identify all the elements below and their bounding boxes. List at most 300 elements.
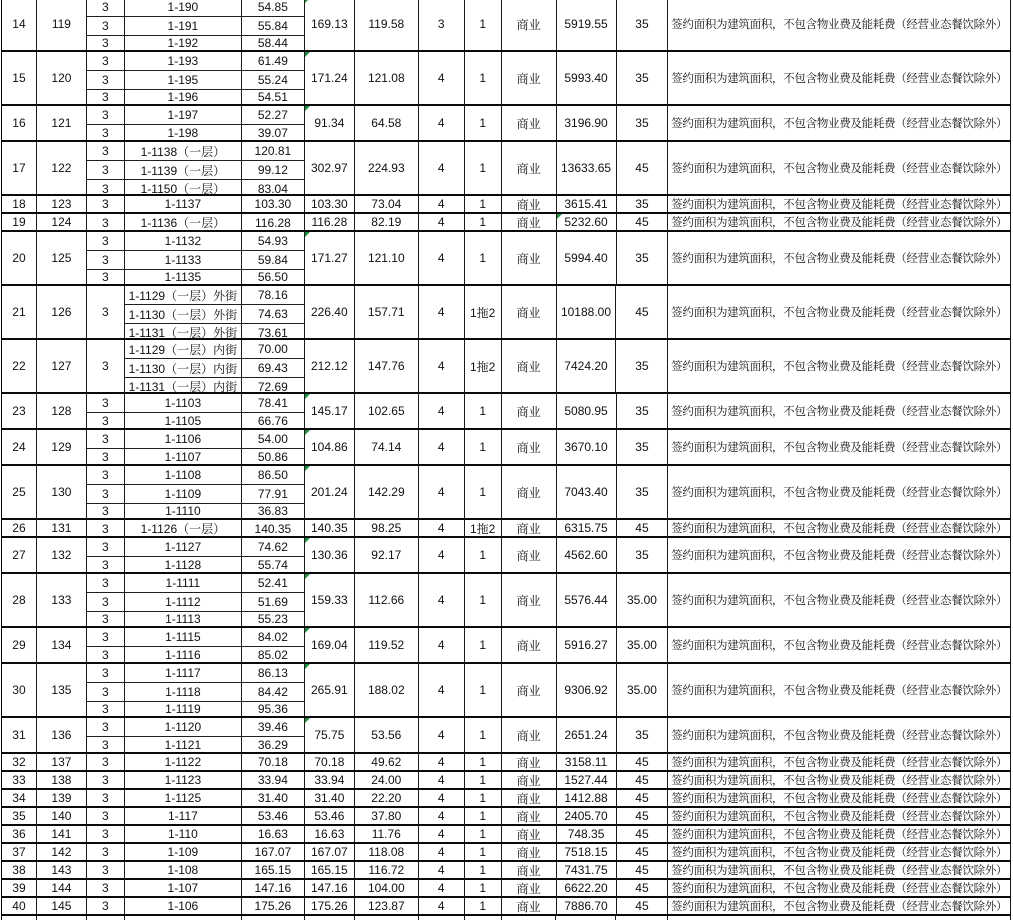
cell-floors[interactable] bbox=[419, 574, 465, 626]
cell-contract-area[interactable] bbox=[305, 106, 355, 140]
cell-price[interactable] bbox=[557, 430, 617, 464]
cell-floors[interactable] bbox=[419, 808, 465, 824]
cell-room-area[interactable] bbox=[242, 161, 305, 179]
cell-price[interactable] bbox=[557, 466, 617, 518]
cell-seq[interactable] bbox=[2, 430, 37, 464]
cell-seq[interactable] bbox=[2, 52, 37, 104]
cell-inner-area[interactable] bbox=[355, 0, 419, 50]
cell-inner-area[interactable] bbox=[355, 826, 419, 842]
cell-inner-area[interactable] bbox=[355, 520, 419, 536]
cell-building[interactable] bbox=[87, 718, 125, 736]
cell-building[interactable] bbox=[87, 520, 125, 537]
cell-price[interactable] bbox=[557, 664, 617, 716]
cell-building[interactable] bbox=[87, 880, 125, 896]
cell-building[interactable] bbox=[87, 844, 125, 860]
cell-price[interactable] bbox=[557, 0, 617, 50]
cell-price[interactable] bbox=[557, 52, 617, 104]
empty-cell[interactable] bbox=[668, 916, 1011, 920]
cell-use-type[interactable] bbox=[502, 52, 557, 104]
cell-use-type[interactable] bbox=[502, 0, 557, 50]
cell-unit-no[interactable] bbox=[37, 880, 87, 896]
cell-use-type[interactable] bbox=[502, 574, 557, 626]
cell-floors[interactable] bbox=[419, 826, 465, 842]
cell-use-type[interactable] bbox=[502, 880, 557, 896]
cell-use-type[interactable] bbox=[502, 808, 557, 824]
cell-layout[interactable] bbox=[465, 826, 502, 842]
cell-note[interactable] bbox=[668, 196, 1011, 212]
cell-room-area[interactable] bbox=[242, 449, 305, 464]
cell-layout[interactable] bbox=[465, 520, 502, 536]
cell-contract-area[interactable] bbox=[305, 538, 355, 572]
cell-building[interactable] bbox=[87, 466, 125, 484]
cell-room-area[interactable] bbox=[242, 647, 305, 662]
cell-room[interactable] bbox=[125, 898, 242, 914]
cell-layout[interactable] bbox=[465, 0, 502, 50]
cell-fee[interactable] bbox=[617, 880, 669, 896]
cell-layout[interactable] bbox=[465, 52, 502, 104]
cell-building[interactable] bbox=[87, 161, 125, 179]
cell-room[interactable] bbox=[125, 628, 242, 646]
cell-unit-no[interactable] bbox=[37, 232, 87, 284]
cell-fee[interactable] bbox=[616, 340, 668, 392]
cell-room[interactable] bbox=[125, 808, 242, 824]
cell-note[interactable] bbox=[668, 844, 1011, 860]
cell-building[interactable] bbox=[87, 449, 125, 464]
cell-room[interactable] bbox=[125, 106, 242, 124]
cell-note[interactable] bbox=[668, 772, 1011, 788]
cell-room-area[interactable] bbox=[242, 683, 305, 701]
cell-room[interactable] bbox=[125, 557, 242, 572]
cell-contract-area[interactable] bbox=[305, 844, 355, 860]
cell-room-area[interactable] bbox=[242, 593, 305, 611]
cell-building[interactable] bbox=[87, 898, 125, 914]
cell-contract-area[interactable] bbox=[305, 0, 355, 50]
cell-layout[interactable] bbox=[465, 574, 502, 626]
cell-layout[interactable] bbox=[465, 394, 502, 428]
cell-note[interactable] bbox=[668, 232, 1011, 284]
cell-room-area[interactable] bbox=[242, 324, 305, 340]
cell-note[interactable] bbox=[668, 430, 1011, 464]
cell-seq[interactable] bbox=[2, 664, 37, 716]
cell-unit-no[interactable] bbox=[37, 718, 87, 752]
cell-price[interactable] bbox=[557, 880, 617, 896]
cell-room-area[interactable] bbox=[242, 718, 305, 736]
cell-building[interactable] bbox=[87, 754, 125, 770]
cell-room[interactable] bbox=[125, 359, 242, 377]
cell-room-area[interactable] bbox=[242, 844, 305, 860]
cell-contract-area[interactable] bbox=[305, 808, 355, 824]
cell-floors[interactable] bbox=[419, 106, 465, 140]
cell-unit-no[interactable] bbox=[37, 340, 87, 392]
cell-unit-no[interactable] bbox=[37, 52, 87, 104]
cell-room[interactable] bbox=[125, 71, 242, 89]
cell-floors[interactable] bbox=[419, 520, 465, 536]
cell-floors[interactable] bbox=[419, 52, 465, 104]
cell-note[interactable] bbox=[668, 286, 1011, 338]
cell-seq[interactable] bbox=[2, 772, 37, 788]
cell-price[interactable] bbox=[557, 538, 617, 572]
cell-fee[interactable] bbox=[617, 232, 669, 284]
cell-seq[interactable] bbox=[2, 862, 37, 878]
cell-room-area[interactable] bbox=[242, 142, 305, 160]
cell-room-area[interactable] bbox=[242, 394, 305, 412]
cell-use-type[interactable] bbox=[502, 718, 557, 752]
cell-room-area[interactable] bbox=[242, 0, 305, 16]
cell-contract-area[interactable] bbox=[305, 664, 355, 716]
cell-layout[interactable] bbox=[465, 340, 502, 392]
cell-room[interactable] bbox=[125, 504, 242, 518]
empty-cell[interactable] bbox=[125, 916, 242, 920]
cell-seq[interactable] bbox=[2, 340, 37, 392]
cell-room[interactable] bbox=[125, 520, 242, 537]
cell-room-area[interactable] bbox=[242, 286, 305, 304]
cell-use-type[interactable] bbox=[502, 520, 557, 536]
cell-room-area[interactable] bbox=[242, 466, 305, 484]
cell-room-area[interactable] bbox=[242, 612, 305, 626]
cell-room-area[interactable] bbox=[242, 538, 305, 556]
cell-room[interactable] bbox=[125, 90, 242, 104]
cell-use-type[interactable] bbox=[502, 898, 557, 914]
cell-room[interactable] bbox=[125, 538, 242, 556]
cell-contract-area[interactable] bbox=[305, 142, 355, 194]
cell-room[interactable] bbox=[125, 52, 242, 70]
cell-note[interactable] bbox=[668, 628, 1011, 662]
cell-fee[interactable] bbox=[617, 664, 669, 716]
cell-seq[interactable] bbox=[2, 898, 37, 914]
cell-use-type[interactable] bbox=[502, 340, 557, 392]
cell-building[interactable] bbox=[87, 196, 125, 212]
cell-seq[interactable] bbox=[2, 574, 37, 626]
cell-room-area[interactable] bbox=[242, 17, 305, 35]
cell-unit-no[interactable] bbox=[37, 286, 87, 338]
cell-room[interactable] bbox=[125, 251, 242, 269]
cell-note[interactable] bbox=[668, 340, 1011, 392]
cell-contract-area[interactable] bbox=[305, 574, 355, 626]
cell-building[interactable] bbox=[87, 664, 125, 682]
cell-layout[interactable] bbox=[465, 664, 502, 716]
cell-room-area[interactable] bbox=[242, 808, 305, 824]
cell-contract-area[interactable] bbox=[305, 880, 355, 896]
cell-seq[interactable] bbox=[2, 628, 37, 662]
cell-note[interactable] bbox=[668, 0, 1011, 50]
cell-room-area[interactable] bbox=[242, 125, 305, 140]
cell-room-area[interactable] bbox=[242, 520, 305, 537]
cell-floors[interactable] bbox=[419, 844, 465, 860]
cell-price[interactable] bbox=[557, 142, 617, 194]
cell-building[interactable] bbox=[87, 52, 125, 70]
cell-fee[interactable] bbox=[617, 628, 669, 662]
cell-contract-area[interactable] bbox=[305, 394, 355, 428]
cell-floors[interactable] bbox=[419, 286, 465, 338]
cell-seq[interactable] bbox=[2, 718, 37, 752]
cell-layout[interactable] bbox=[465, 430, 502, 464]
cell-building[interactable] bbox=[87, 737, 125, 752]
cell-room-area[interactable] bbox=[242, 485, 305, 503]
cell-note[interactable] bbox=[668, 214, 1011, 230]
cell-contract-area[interactable] bbox=[305, 826, 355, 842]
cell-price[interactable] bbox=[557, 106, 617, 140]
cell-contract-area[interactable] bbox=[305, 286, 355, 338]
cell-room[interactable] bbox=[125, 772, 242, 788]
cell-room[interactable] bbox=[125, 305, 242, 323]
cell-layout[interactable] bbox=[465, 898, 502, 914]
cell-fee[interactable] bbox=[617, 538, 669, 572]
cell-unit-no[interactable] bbox=[37, 754, 87, 770]
cell-room-area[interactable] bbox=[242, 52, 305, 70]
cell-room-area[interactable] bbox=[242, 180, 305, 196]
cell-room-area[interactable] bbox=[242, 430, 305, 448]
cell-price[interactable] bbox=[557, 754, 617, 770]
cell-floors[interactable] bbox=[419, 196, 465, 212]
cell-layout[interactable] bbox=[465, 808, 502, 824]
cell-seq[interactable] bbox=[2, 232, 37, 284]
cell-room[interactable] bbox=[125, 17, 242, 35]
cell-seq[interactable] bbox=[2, 754, 37, 770]
cell-price[interactable] bbox=[557, 862, 617, 878]
cell-unit-no[interactable] bbox=[37, 0, 87, 50]
cell-room[interactable] bbox=[125, 844, 242, 860]
cell-use-type[interactable] bbox=[502, 286, 557, 338]
cell-unit-no[interactable] bbox=[37, 772, 87, 788]
cell-layout[interactable] bbox=[465, 214, 502, 230]
cell-layout[interactable] bbox=[465, 286, 502, 338]
cell-use-type[interactable] bbox=[502, 772, 557, 788]
cell-inner-area[interactable] bbox=[355, 52, 419, 104]
cell-price[interactable] bbox=[557, 790, 617, 806]
cell-note[interactable] bbox=[668, 826, 1011, 842]
cell-inner-area[interactable] bbox=[355, 286, 419, 338]
cell-inner-area[interactable] bbox=[355, 538, 419, 572]
cell-use-type[interactable] bbox=[502, 664, 557, 716]
cell-seq[interactable] bbox=[2, 394, 37, 428]
cell-seq[interactable] bbox=[2, 466, 37, 518]
cell-seq[interactable] bbox=[2, 880, 37, 896]
cell-room[interactable] bbox=[125, 232, 242, 250]
cell-room-area[interactable] bbox=[242, 862, 305, 878]
cell-use-type[interactable] bbox=[502, 754, 557, 770]
cell-inner-area[interactable] bbox=[355, 808, 419, 824]
cell-unit-no[interactable] bbox=[37, 196, 87, 212]
cell-use-type[interactable] bbox=[502, 106, 557, 140]
empty-cell[interactable] bbox=[355, 916, 419, 920]
cell-contract-area[interactable] bbox=[305, 718, 355, 752]
cell-note[interactable] bbox=[668, 790, 1011, 806]
cell-building[interactable] bbox=[87, 612, 125, 626]
cell-building[interactable] bbox=[87, 125, 125, 140]
cell-room[interactable] bbox=[125, 142, 242, 160]
cell-building[interactable] bbox=[87, 232, 125, 250]
cell-inner-area[interactable] bbox=[355, 844, 419, 860]
cell-floors[interactable] bbox=[419, 664, 465, 716]
cell-room[interactable] bbox=[125, 612, 242, 626]
cell-room[interactable] bbox=[125, 196, 242, 212]
cell-room[interactable] bbox=[125, 214, 242, 231]
cell-seq[interactable] bbox=[2, 790, 37, 806]
cell-room-area[interactable] bbox=[242, 413, 305, 428]
cell-price[interactable] bbox=[557, 394, 617, 428]
cell-building[interactable] bbox=[87, 142, 125, 160]
cell-contract-area[interactable] bbox=[305, 232, 355, 284]
cell-fee[interactable] bbox=[617, 52, 669, 104]
cell-unit-no[interactable] bbox=[37, 664, 87, 716]
cell-fee[interactable] bbox=[617, 718, 669, 752]
cell-building[interactable] bbox=[87, 683, 125, 701]
cell-building[interactable] bbox=[87, 270, 125, 284]
cell-layout[interactable] bbox=[465, 754, 502, 770]
cell-unit-no[interactable] bbox=[37, 106, 87, 140]
cell-room[interactable] bbox=[125, 593, 242, 611]
cell-layout[interactable] bbox=[465, 844, 502, 860]
cell-inner-area[interactable] bbox=[355, 214, 419, 230]
cell-price[interactable] bbox=[557, 214, 617, 230]
cell-room[interactable] bbox=[125, 394, 242, 412]
cell-floors[interactable] bbox=[419, 232, 465, 284]
cell-fee[interactable] bbox=[617, 520, 669, 536]
cell-layout[interactable] bbox=[465, 772, 502, 788]
cell-room-area[interactable] bbox=[242, 880, 305, 896]
cell-layout[interactable] bbox=[465, 538, 502, 572]
cell-building[interactable] bbox=[87, 90, 125, 104]
cell-fee[interactable] bbox=[617, 862, 669, 878]
cell-unit-no[interactable] bbox=[37, 790, 87, 806]
cell-contract-area[interactable] bbox=[305, 754, 355, 770]
cell-layout[interactable] bbox=[465, 142, 502, 194]
cell-floors[interactable] bbox=[419, 466, 465, 518]
cell-use-type[interactable] bbox=[502, 862, 557, 878]
cell-price[interactable] bbox=[557, 196, 617, 212]
cell-room[interactable] bbox=[125, 718, 242, 736]
cell-room[interactable] bbox=[125, 880, 242, 896]
cell-floors[interactable] bbox=[419, 0, 465, 50]
cell-fee[interactable] bbox=[617, 214, 669, 230]
cell-use-type[interactable] bbox=[502, 538, 557, 572]
cell-room-area[interactable] bbox=[242, 754, 305, 770]
cell-use-type[interactable] bbox=[502, 844, 557, 860]
cell-note[interactable] bbox=[668, 142, 1011, 194]
cell-floors[interactable] bbox=[419, 538, 465, 572]
empty-cell[interactable] bbox=[502, 916, 557, 920]
cell-unit-no[interactable] bbox=[37, 142, 87, 194]
cell-use-type[interactable] bbox=[502, 196, 557, 212]
cell-floors[interactable] bbox=[419, 718, 465, 752]
cell-use-type[interactable] bbox=[502, 394, 557, 428]
cell-room-area[interactable] bbox=[242, 628, 305, 646]
cell-seq[interactable] bbox=[2, 196, 37, 212]
cell-room[interactable] bbox=[125, 270, 242, 284]
empty-cell[interactable] bbox=[87, 916, 125, 920]
cell-fee[interactable] bbox=[617, 430, 669, 464]
cell-room[interactable] bbox=[125, 664, 242, 682]
cell-building[interactable] bbox=[87, 340, 125, 392]
cell-unit-no[interactable] bbox=[37, 214, 87, 230]
cell-room-area[interactable] bbox=[242, 664, 305, 682]
cell-fee[interactable] bbox=[617, 142, 669, 194]
cell-inner-area[interactable] bbox=[355, 718, 419, 752]
cell-contract-area[interactable] bbox=[305, 52, 355, 104]
cell-building[interactable] bbox=[87, 647, 125, 662]
cell-inner-area[interactable] bbox=[355, 106, 419, 140]
cell-room-area[interactable] bbox=[242, 270, 305, 284]
cell-note[interactable] bbox=[668, 808, 1011, 824]
cell-contract-area[interactable] bbox=[305, 628, 355, 662]
cell-inner-area[interactable] bbox=[355, 394, 419, 428]
cell-building[interactable] bbox=[87, 628, 125, 646]
cell-room[interactable] bbox=[125, 574, 242, 592]
cell-building[interactable] bbox=[87, 394, 125, 412]
cell-building[interactable] bbox=[87, 413, 125, 428]
cell-seq[interactable] bbox=[2, 520, 37, 536]
cell-use-type[interactable] bbox=[502, 628, 557, 662]
cell-price[interactable] bbox=[557, 286, 617, 338]
cell-building[interactable] bbox=[87, 71, 125, 89]
cell-room[interactable] bbox=[125, 324, 242, 340]
cell-use-type[interactable] bbox=[502, 466, 557, 518]
cell-use-type[interactable] bbox=[502, 430, 557, 464]
cell-note[interactable] bbox=[668, 664, 1011, 716]
cell-price[interactable] bbox=[557, 340, 617, 392]
cell-room[interactable] bbox=[125, 790, 242, 806]
cell-unit-no[interactable] bbox=[37, 520, 87, 536]
cell-room[interactable] bbox=[125, 125, 242, 140]
cell-use-type[interactable] bbox=[502, 790, 557, 806]
empty-cell[interactable] bbox=[37, 916, 87, 920]
cell-room-area[interactable] bbox=[242, 90, 305, 104]
cell-unit-no[interactable] bbox=[37, 394, 87, 428]
cell-fee[interactable] bbox=[617, 898, 669, 914]
cell-room[interactable] bbox=[125, 647, 242, 662]
cell-unit-no[interactable] bbox=[37, 826, 87, 842]
cell-room-area[interactable] bbox=[242, 790, 305, 806]
cell-building[interactable] bbox=[87, 772, 125, 788]
cell-layout[interactable] bbox=[465, 862, 502, 878]
cell-price[interactable] bbox=[557, 772, 617, 788]
cell-layout[interactable] bbox=[465, 880, 502, 896]
cell-note[interactable] bbox=[668, 520, 1011, 536]
cell-room-area[interactable] bbox=[242, 737, 305, 752]
cell-floors[interactable] bbox=[419, 790, 465, 806]
cell-price[interactable] bbox=[557, 808, 617, 824]
cell-price[interactable] bbox=[557, 844, 617, 860]
cell-price[interactable] bbox=[557, 520, 617, 536]
cell-note[interactable] bbox=[668, 394, 1011, 428]
cell-inner-area[interactable] bbox=[355, 466, 419, 518]
cell-floors[interactable] bbox=[419, 394, 465, 428]
empty-cell[interactable] bbox=[556, 916, 616, 920]
cell-room[interactable] bbox=[125, 737, 242, 752]
cell-fee[interactable] bbox=[617, 106, 669, 140]
cell-fee[interactable] bbox=[617, 790, 669, 806]
cell-floors[interactable] bbox=[419, 754, 465, 770]
cell-inner-area[interactable] bbox=[355, 196, 419, 212]
cell-room[interactable] bbox=[125, 340, 242, 358]
cell-note[interactable] bbox=[668, 718, 1011, 752]
cell-unit-no[interactable] bbox=[37, 628, 87, 662]
cell-unit-no[interactable] bbox=[37, 844, 87, 860]
cell-inner-area[interactable] bbox=[355, 232, 419, 284]
cell-room-area[interactable] bbox=[242, 340, 305, 358]
cell-contract-area[interactable] bbox=[305, 466, 355, 518]
cell-room[interactable] bbox=[125, 36, 242, 50]
cell-floors[interactable] bbox=[419, 880, 465, 896]
empty-cell[interactable] bbox=[465, 916, 502, 920]
cell-note[interactable] bbox=[668, 574, 1011, 626]
cell-fee[interactable] bbox=[617, 0, 669, 50]
cell-use-type[interactable] bbox=[502, 232, 557, 284]
cell-contract-area[interactable] bbox=[305, 520, 355, 536]
cell-contract-area[interactable] bbox=[305, 214, 355, 230]
cell-floors[interactable] bbox=[419, 628, 465, 662]
cell-price[interactable] bbox=[557, 826, 617, 842]
